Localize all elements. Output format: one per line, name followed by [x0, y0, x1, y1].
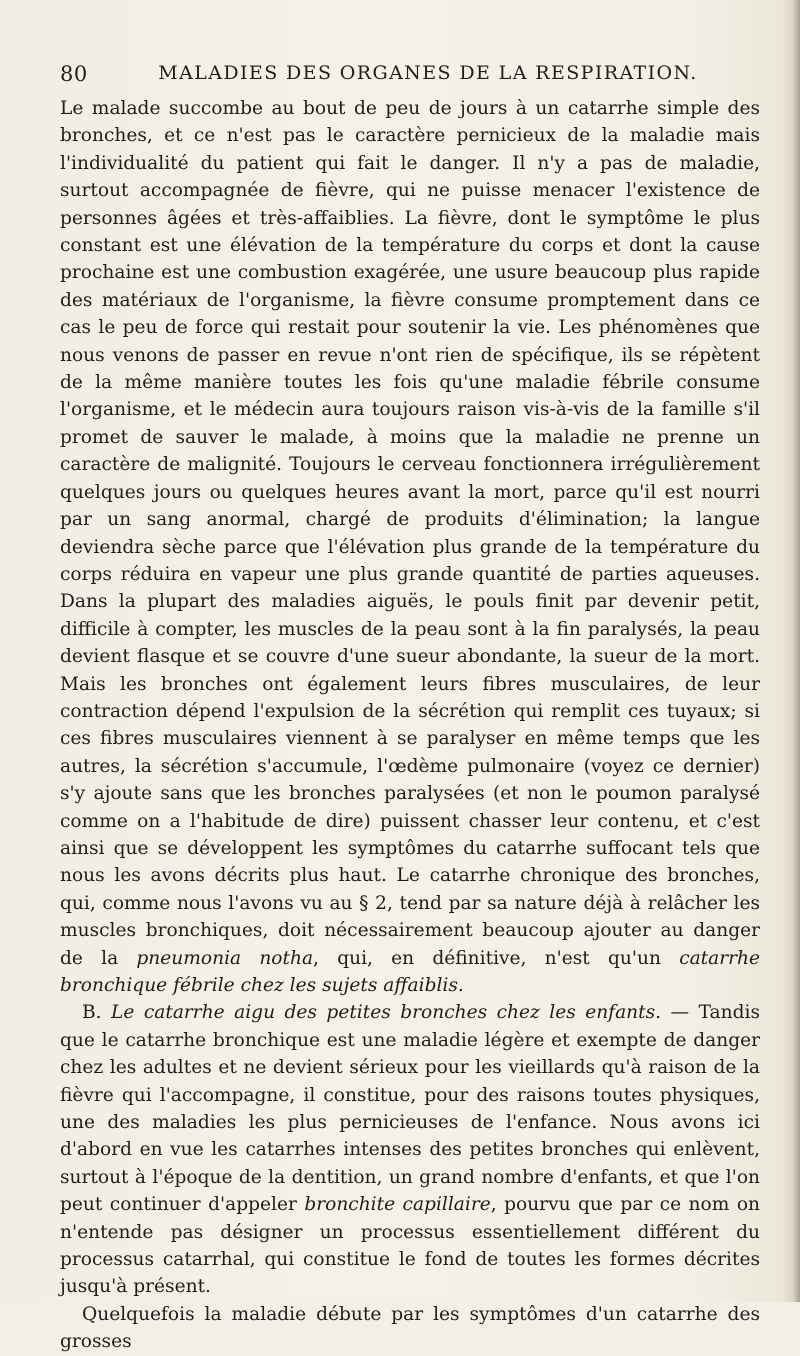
paragraph-text: , pourvu que par ce nom on n'entende pas désigner un processus essentiellement différent du processus catarrhal, qui constitue le fond de toutes les formes décrites jusqu'à présent. — [60, 1194, 760, 1298]
page-edge-shadow — [782, 0, 800, 1302]
section-label: B. — [82, 1002, 112, 1024]
paragraph-text: — Tandis que le catarrhe bronchique est une maladie légère et exempte de danger chez les adultes et ne devient sérieux pour les vieillards qu'à raison de la fièvre qui l'accompagne, il constitue, pour des raisons toutes physiques, une des maladies les plus pernicieuses de l'enfance. Nous avons ici d'abord en vue les catarrhes intenses des petites bronches qui enlèvent, surtout à l'époque de la dentition, un grand nombre d'enfants, et que l'on peut continuer d'appeler — [60, 1002, 760, 1216]
paragraph — [60, 1301, 760, 1356]
body-text — [60, 95, 760, 1356]
page-header — [60, 62, 760, 92]
italic-term: bronchite capillaire — [304, 1194, 491, 1216]
italic-term: catarrhe bronchique fébrile chez les sujets affaiblis. — [60, 947, 760, 996]
paragraph-text: Le malade succombe au bout de peu de jours à un catarrhe simple des bronches, et ce n'est pas le caractère pernicieux de la maladie mais l'individualité du patient qui fait le danger. Il n'y a pas de maladie, surtout accompagnée de fièvre, qui ne puisse menacer l'existence de personnes âgées et très-affaiblies. La fièvre, dont le symptôme le plus constant est une élévation de la température du corps et dont la cause prochaine est une combustion exagérée, une usure beaucoup plus rapide des matériaux de l'organisme, la fièvre consume promptement dans ce cas le peu de force qui restait pour soutenir la vie. Les phénomènes que nous venons de passer en revue n'ont rien de spécifique, ils se répètent de la même manière toutes les fois qu'une maladie fébrile consume l'organisme, et le médecin aura toujours raison vis-à-vis de la famille s'il promet de sauver le malade, à moins que la maladie ne prenne un caractère de malignité. Toujours le cerveau fonctionnera irrégulièrement quelques jours ou quelques heures avant la mort, parce qu'il est nourri par un sang anormal, chargé de produits d'élimination; la langue deviendra sèche parce que l'élévation plus grande de la température du corps réduira en vapeur une plus grande quantité de parties aqueuses. Dans la plupart des maladies aiguës, le pouls finit par devenir petit, difficile à compter, les muscles de la peau sont à la fin paralysés, la peau devient flasque et se couvre d'une sueur abondante, la sueur de la mort. Mais les bronches ont également leurs fibres musculaires, de leur contraction dépend l'expulsion de la sécrétion qui remplit ces tuyaux; si ces fibres musculaires viennent à se paralyser en même temps que les autres, la sécrétion s'accumule, l'œdème pulmonaire (voyez ce dernier) s'y ajoute sans que les bronches paralysées (et non le poumon paralysé comme on a l'habitude de dire) puissent chasser leur contenu, et c'est ainsi que se développent les symptômes du catarrhe suffocant tels que nous les avons décrits plus haut. Le catarrhe chronique des bronches, qui, comme nous l'avons vu au § 2, tend par sa nature déjà à relâcher les muscles bronchiques, doit nécessairement beaucoup ajouter au danger de la — [60, 98, 760, 969]
italic-term: pneumonia notha — [136, 947, 314, 969]
paragraph-text: , qui, en définitive, n'est qu'un — [313, 947, 680, 969]
paragraph — [60, 95, 760, 999]
section-heading: Le catarrhe aigu des petites bronches chez les enfants. — [111, 1002, 662, 1024]
running-title: MALADIES DES ORGANES DE LA RESPIRATION. — [158, 62, 698, 84]
paragraph-text: Quelquefois la maladie débute par les symptômes d'un catarrhe des grosses — [60, 1303, 760, 1353]
paragraph — [60, 999, 760, 1300]
page-number: 80 — [60, 62, 88, 86]
